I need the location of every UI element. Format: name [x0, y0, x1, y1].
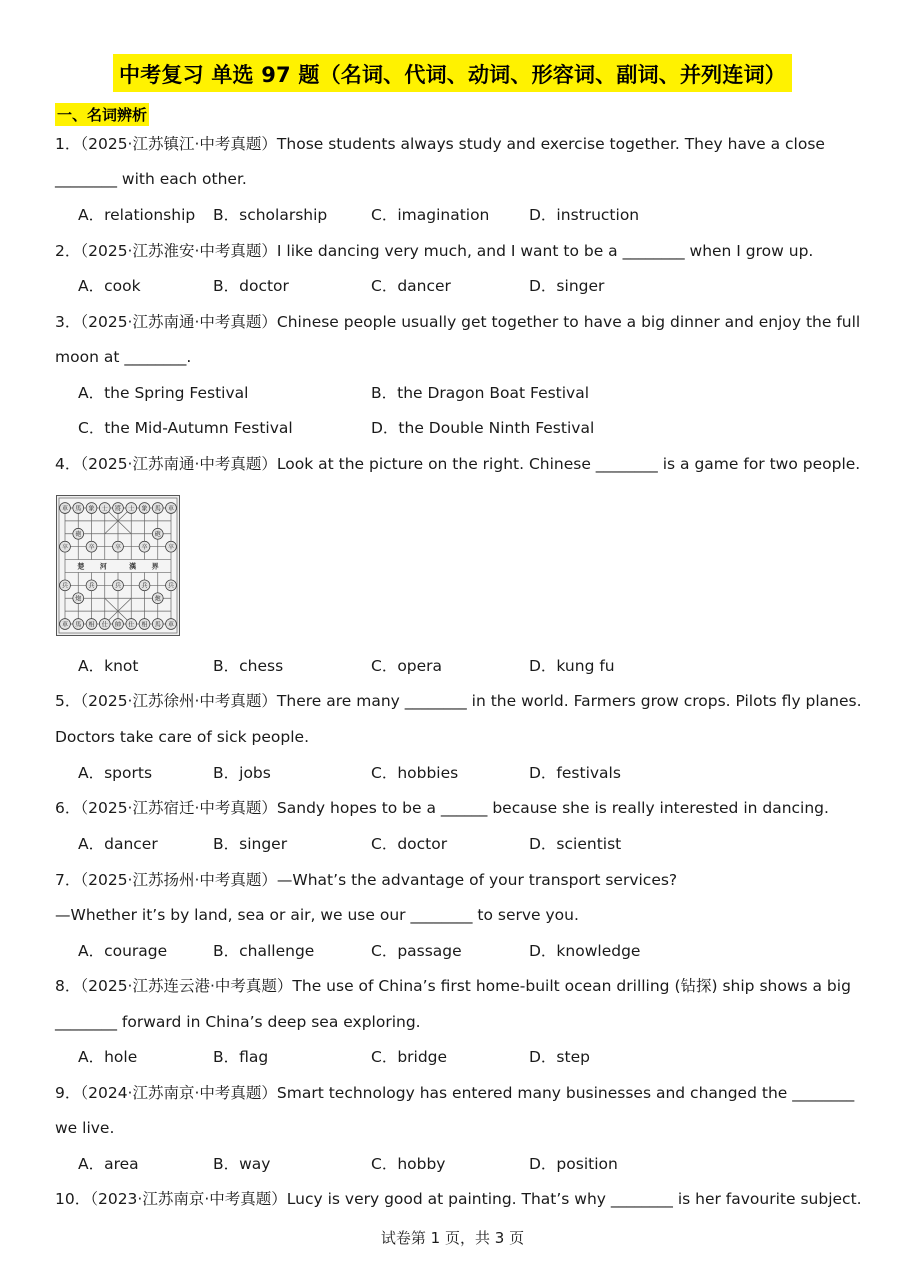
question-9-line-2: we live.	[55, 1119, 115, 1137]
q3-option-b: B．the Dragon Boat Festival	[371, 384, 590, 402]
question-7-line-1: 7．（2025·江苏扬州·中考真题）—What’s the advantage of your transport services?	[55, 871, 678, 889]
q5-option-a: A．sports	[78, 764, 153, 782]
q6-option-b: B．singer	[213, 835, 288, 853]
chess-piece	[166, 541, 177, 552]
svg-text:馬: 馬	[75, 621, 82, 629]
svg-text:馬: 馬	[75, 505, 82, 513]
svg-text:象: 象	[141, 505, 148, 513]
question-1-line-2: ________ with each other.	[55, 170, 247, 188]
question-2-line-1: 2．（2025·江苏淮安·中考真题）I like dancing very much, and I want to be a ________ when I grow up.	[55, 242, 814, 260]
question-9-line-1: 9．（2024·江苏南京·中考真题）Smart technology has entered many businesses and changed the ________	[55, 1084, 855, 1102]
svg-text:兵: 兵	[88, 582, 95, 590]
q2-option-c: C．dancer	[371, 277, 451, 295]
svg-text:相: 相	[141, 621, 148, 629]
q4-option-d: D．kung fu	[529, 657, 615, 675]
q1-option-d: D．instruction	[529, 206, 640, 224]
q1-option-c: C．imagination	[371, 206, 490, 224]
q8-option-a: A．hole	[78, 1048, 138, 1066]
chess-piece	[99, 503, 110, 514]
chess-piece	[139, 580, 150, 591]
q7-option-c: C．passage	[371, 942, 462, 960]
q8-option-c: C．bridge	[371, 1048, 448, 1066]
chess-piece	[166, 619, 177, 630]
svg-text:相: 相	[88, 621, 95, 629]
q5-option-c: C．hobbies	[371, 764, 459, 782]
chess-piece	[60, 580, 71, 591]
svg-text:砲: 砲	[75, 531, 82, 539]
svg-text:將: 將	[114, 505, 122, 513]
svg-text:兵: 兵	[141, 582, 148, 590]
svg-text:士: 士	[128, 505, 135, 513]
chess-piece	[73, 593, 84, 604]
chess-piece	[73, 528, 84, 539]
chess-piece	[139, 503, 150, 514]
chess-piece	[86, 541, 97, 552]
q6-option-a: A．dancer	[78, 835, 158, 853]
title-bar	[0, 54, 905, 92]
chess-piece	[73, 619, 84, 630]
q7-option-b: B．challenge	[213, 942, 315, 960]
svg-text:仕: 仕	[128, 621, 135, 629]
svg-text:卒: 卒	[88, 543, 95, 551]
question-8-line-2: ________ forward in China’s deep sea exploring.	[55, 1013, 421, 1031]
q8-option-b: B．flag	[213, 1048, 269, 1066]
chess-piece	[126, 503, 137, 514]
q9-option-a: A．area	[78, 1155, 139, 1173]
q6-option-c: C．doctor	[371, 835, 448, 853]
chess-piece	[166, 580, 177, 591]
chess-piece	[86, 619, 97, 630]
question-8-line-1: 8．（2025·江苏连云港·中考真题）The use of China’s first home-built ocean drilling (钻探) ship shows a big	[55, 977, 851, 995]
q4-option-a: A．knot	[78, 657, 139, 675]
chess-piece	[113, 503, 124, 514]
chess-piece	[113, 541, 124, 552]
page-footer: 试卷第 1 页，共 3 页	[380, 1229, 525, 1247]
svg-text:卒: 卒	[114, 543, 122, 551]
chess-piece	[166, 503, 177, 514]
chess-piece	[60, 619, 71, 630]
svg-text:兵: 兵	[114, 582, 122, 590]
q9-option-c: C．hobby	[371, 1155, 446, 1173]
river-label: 楚	[77, 562, 85, 571]
chess-piece	[99, 619, 110, 630]
chess-piece	[139, 619, 150, 630]
q6-option-d: D．scientist	[529, 835, 622, 853]
river-label: 河	[99, 562, 107, 571]
page-title: 中考复习 单选 97 题（名词、代词、动词、形容词、副词、并列连词）	[113, 54, 792, 92]
question-1-line-1: 1．（2025·江苏镇江·中考真题）Those students always study and exercise together. They have a close	[55, 135, 825, 153]
svg-text:馬: 馬	[154, 621, 161, 629]
section-heading: 一、名词辨析	[55, 103, 149, 126]
svg-text:車: 車	[61, 505, 69, 513]
q8-option-d: D．step	[529, 1048, 590, 1066]
chess-piece	[152, 593, 163, 604]
q9-option-b: B．way	[213, 1155, 271, 1173]
svg-text:象: 象	[88, 505, 95, 513]
svg-text:卒: 卒	[167, 543, 175, 551]
svg-text:仕: 仕	[101, 621, 108, 629]
chess-piece	[152, 528, 163, 539]
svg-text:炮: 炮	[75, 595, 82, 603]
q5-option-b: B．jobs	[213, 764, 271, 782]
svg-text:卒: 卒	[61, 543, 69, 551]
svg-text:士: 士	[101, 505, 108, 513]
q1-option-b: B．scholarship	[213, 206, 328, 224]
question-6-line-1: 6．（2025·江苏宿迁·中考真题）Sandy hopes to be a ______ because she is really interested in dancing.	[55, 799, 829, 817]
question-3-line-2: moon at ________.	[55, 348, 192, 366]
svg-text:車: 車	[167, 505, 175, 513]
chess-piece	[126, 619, 137, 630]
q3-option-a: A．the Spring Festival	[78, 384, 249, 402]
svg-text:車: 車	[167, 621, 175, 629]
river-label: 漢	[129, 562, 137, 571]
chess-piece	[113, 619, 124, 630]
chess-piece	[152, 503, 163, 514]
q7-option-d: D．knowledge	[529, 942, 641, 960]
svg-text:兵: 兵	[167, 582, 175, 590]
question-5-line-1: 5．（2025·江苏徐州·中考真题）There are many ________ in the world. Farmers grow crops. Pilots fly planes.	[55, 692, 862, 710]
q1-option-a: A．relationship	[78, 206, 196, 224]
q3-option-d: D．the Double Ninth Festival	[371, 419, 595, 437]
question-10-line-1: 10．（2023·江苏南京·中考真题）Lucy is very good at painting. That’s why ________ is her favourite subject.	[55, 1190, 862, 1208]
svg-text:帥: 帥	[114, 621, 122, 629]
chess-piece	[60, 503, 71, 514]
q9-option-d: D．position	[529, 1155, 618, 1173]
chinese-chess-board-image	[56, 495, 180, 636]
river-label: 界	[151, 562, 159, 571]
chess-piece	[139, 541, 150, 552]
svg-text:炮: 炮	[154, 595, 161, 603]
chess-piece	[73, 503, 84, 514]
question-7-line-2: —Whether it’s by land, sea or air, we use our ________ to serve you.	[55, 906, 579, 924]
svg-text:卒: 卒	[141, 543, 148, 551]
q7-option-a: A．courage	[78, 942, 168, 960]
chess-piece	[152, 619, 163, 630]
chess-piece	[113, 580, 124, 591]
q4-option-c: C．opera	[371, 657, 443, 675]
svg-text:車: 車	[61, 621, 69, 629]
question-5-line-2: Doctors take care of sick people.	[55, 728, 309, 746]
svg-text:砲: 砲	[154, 531, 161, 539]
chess-piece	[86, 503, 97, 514]
question-3-line-1: 3．（2025·江苏南通·中考真题）Chinese people usually get together to have a big dinner and enjoy the full	[55, 313, 861, 331]
question-4-line-1: 4．（2025·江苏南通·中考真题）Look at the picture on the right. Chinese ________ is a game for two people.	[55, 455, 861, 473]
q2-option-a: A．cook	[78, 277, 141, 295]
svg-text:馬: 馬	[154, 505, 161, 513]
svg-text:兵: 兵	[61, 582, 69, 590]
q2-option-b: B．doctor	[213, 277, 289, 295]
q3-option-c: C．the Mid-Autumn Festival	[78, 419, 293, 437]
q5-option-d: D．festivals	[529, 764, 621, 782]
q4-option-b: B．chess	[213, 657, 284, 675]
chess-piece	[60, 541, 71, 552]
q2-option-d: D．singer	[529, 277, 605, 295]
chess-piece	[86, 580, 97, 591]
